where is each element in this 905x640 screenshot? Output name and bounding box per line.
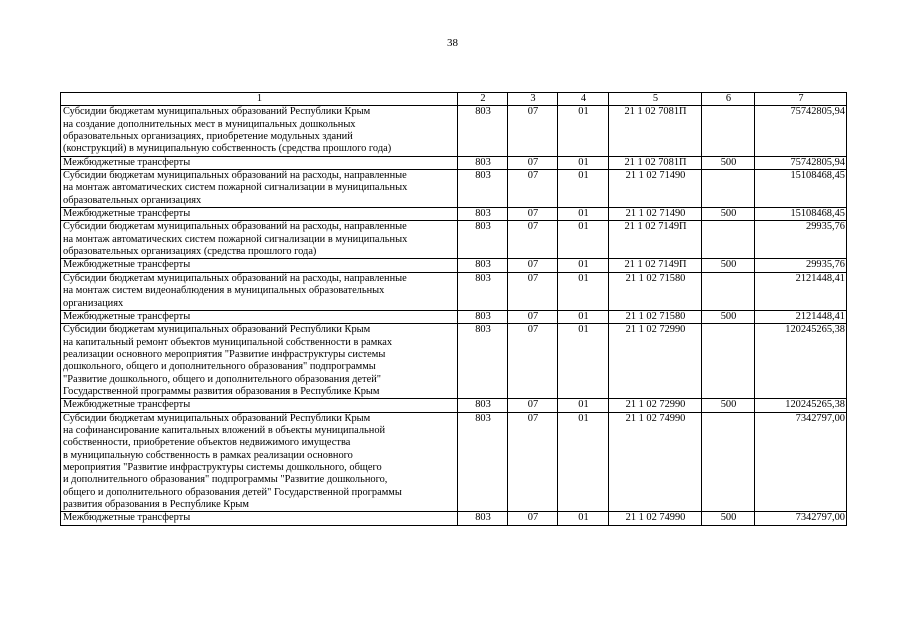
row-admin-code: 803 [458,259,508,272]
row-target-article: 21 1 02 71490 [609,208,702,221]
header-cell: 2 [458,93,508,106]
row-description: Субсидии бюджетам муниципальных образований на расходы, направленные на монтаж автоматических систем пожарной сигнализации в муниципальных образовательных организациях (средства прошлого года) [61,221,458,259]
table-row [61,170,847,208]
row-subsection-code: 01 [558,156,609,169]
header-cell: 4 [558,93,609,106]
table-row [61,512,847,525]
row-section-code: 07 [508,412,558,512]
header-cell: 3 [508,93,558,106]
row-admin-code: 803 [458,156,508,169]
row-description: Межбюджетные трансферты [61,156,458,169]
table-row [61,156,847,169]
row-subsection-code: 01 [558,259,609,272]
row-expense-type: 500 [702,208,755,221]
row-section-code: 07 [508,272,558,310]
row-admin-code: 803 [458,272,508,310]
row-expense-type: 500 [702,156,755,169]
row-target-article: 21 1 02 74990 [609,512,702,525]
row-description: Субсидии бюджетам муниципальных образований на расходы, направленные на монтаж систем видеонаблюдения в муниципальных образовательных организациях [61,272,458,310]
row-amount: 15108468,45 [755,170,847,208]
row-section-code: 07 [508,208,558,221]
row-section-code: 07 [508,259,558,272]
row-expense-type: 500 [702,512,755,525]
row-amount: 75742805,94 [755,156,847,169]
row-admin-code: 803 [458,412,508,512]
row-subsection-code: 01 [558,106,609,156]
table-row [61,208,847,221]
row-description: Межбюджетные трансферты [61,399,458,412]
row-description: Межбюджетные трансферты [61,310,458,323]
header-cell: 1 [61,93,458,106]
row-expense-type: 500 [702,259,755,272]
row-description: Межбюджетные трансферты [61,208,458,221]
table-row [61,412,847,512]
row-expense-type [702,412,755,512]
row-amount: 7342797,00 [755,512,847,525]
table-row [61,310,847,323]
row-section-code: 07 [508,221,558,259]
row-subsection-code: 01 [558,208,609,221]
row-amount: 2121448,41 [755,272,847,310]
row-admin-code: 803 [458,310,508,323]
row-amount: 15108468,45 [755,208,847,221]
row-admin-code: 803 [458,221,508,259]
row-target-article: 21 1 02 71490 [609,170,702,208]
row-amount: 120245265,38 [755,324,847,399]
row-section-code: 07 [508,106,558,156]
page-number: 38 [447,37,458,49]
row-target-article: 21 1 02 72990 [609,324,702,399]
table-body [61,106,847,525]
row-subsection-code: 01 [558,221,609,259]
row-section-code: 07 [508,310,558,323]
row-expense-type: 500 [702,399,755,412]
row-target-article: 21 1 02 7149П [609,221,702,259]
row-description: Межбюджетные трансферты [61,512,458,525]
row-expense-type: 500 [702,310,755,323]
row-subsection-code: 01 [558,512,609,525]
row-amount: 75742805,94 [755,106,847,156]
table-row [61,221,847,259]
header-cell: 6 [702,93,755,106]
row-subsection-code: 01 [558,310,609,323]
budget-table [60,92,847,526]
row-admin-code: 803 [458,208,508,221]
row-amount: 29935,76 [755,221,847,259]
row-subsection-code: 01 [558,399,609,412]
header-cell: 7 [755,93,847,106]
row-target-article: 21 1 02 7149П [609,259,702,272]
row-admin-code: 803 [458,106,508,156]
row-admin-code: 803 [458,512,508,525]
row-admin-code: 803 [458,399,508,412]
row-description: Субсидии бюджетам муниципальных образований Республики Крым на софинансирование капитальных вложений в объекты муниципальной собственности, приобретение объектов недвижимого имущества в муниципальную собственность в рамках реализации основного мероприятия "Развитие инфраструктуры системы дошкольного, общего и дополнительного образования" подпрограммы "Развитие дошкольного, общего и дополнительного образования детей" Государственной программы развития образования в Республике Крым [61,412,458,512]
row-target-article: 21 1 02 7081П [609,106,702,156]
row-section-code: 07 [508,170,558,208]
row-description: Субсидии бюджетам муниципальных образований на расходы, направленные на монтаж автоматических систем пожарной сигнализации в муниципальных образовательных организациях [61,170,458,208]
row-expense-type [702,170,755,208]
row-section-code: 07 [508,512,558,525]
row-section-code: 07 [508,156,558,169]
row-expense-type [702,324,755,399]
row-subsection-code: 01 [558,170,609,208]
table-row [61,399,847,412]
row-expense-type [702,106,755,156]
row-subsection-code: 01 [558,412,609,512]
row-description: Межбюджетные трансферты [61,259,458,272]
table-row [61,272,847,310]
row-target-article: 21 1 02 74990 [609,412,702,512]
row-amount: 120245265,38 [755,399,847,412]
header-cell: 5 [609,93,702,106]
row-target-article: 21 1 02 7081П [609,156,702,169]
row-description: Субсидии бюджетам муниципальных образований Республики Крым на создание дополнительных мест в муниципальных дошкольных образовательных организациях, приобретение модульных зданий (конструкций) в муниципальную собственность (средства прошлого года) [61,106,458,156]
row-amount: 29935,76 [755,259,847,272]
table-row [61,324,847,399]
row-expense-type [702,272,755,310]
row-amount: 2121448,41 [755,310,847,323]
row-expense-type [702,221,755,259]
table-row [61,259,847,272]
row-section-code: 07 [508,399,558,412]
row-admin-code: 803 [458,324,508,399]
table-row [61,106,847,156]
table-header-row [61,93,847,106]
row-target-article: 21 1 02 72990 [609,399,702,412]
row-target-article: 21 1 02 71580 [609,272,702,310]
row-amount: 7342797,00 [755,412,847,512]
row-description: Субсидии бюджетам муниципальных образований Республики Крым на капитальный ремонт объектов муниципальной собственности в рамках реализации основного мероприятия "Развитие инфраструктуры системы дошкольного, общего и дополнительного образования" подпрограммы "Развитие дошкольного, общего и дополнительного образования детей" Государственной программы развития образования в Республике Крым [61,324,458,399]
row-section-code: 07 [508,324,558,399]
row-admin-code: 803 [458,170,508,208]
row-target-article: 21 1 02 71580 [609,310,702,323]
row-subsection-code: 01 [558,324,609,399]
row-subsection-code: 01 [558,272,609,310]
